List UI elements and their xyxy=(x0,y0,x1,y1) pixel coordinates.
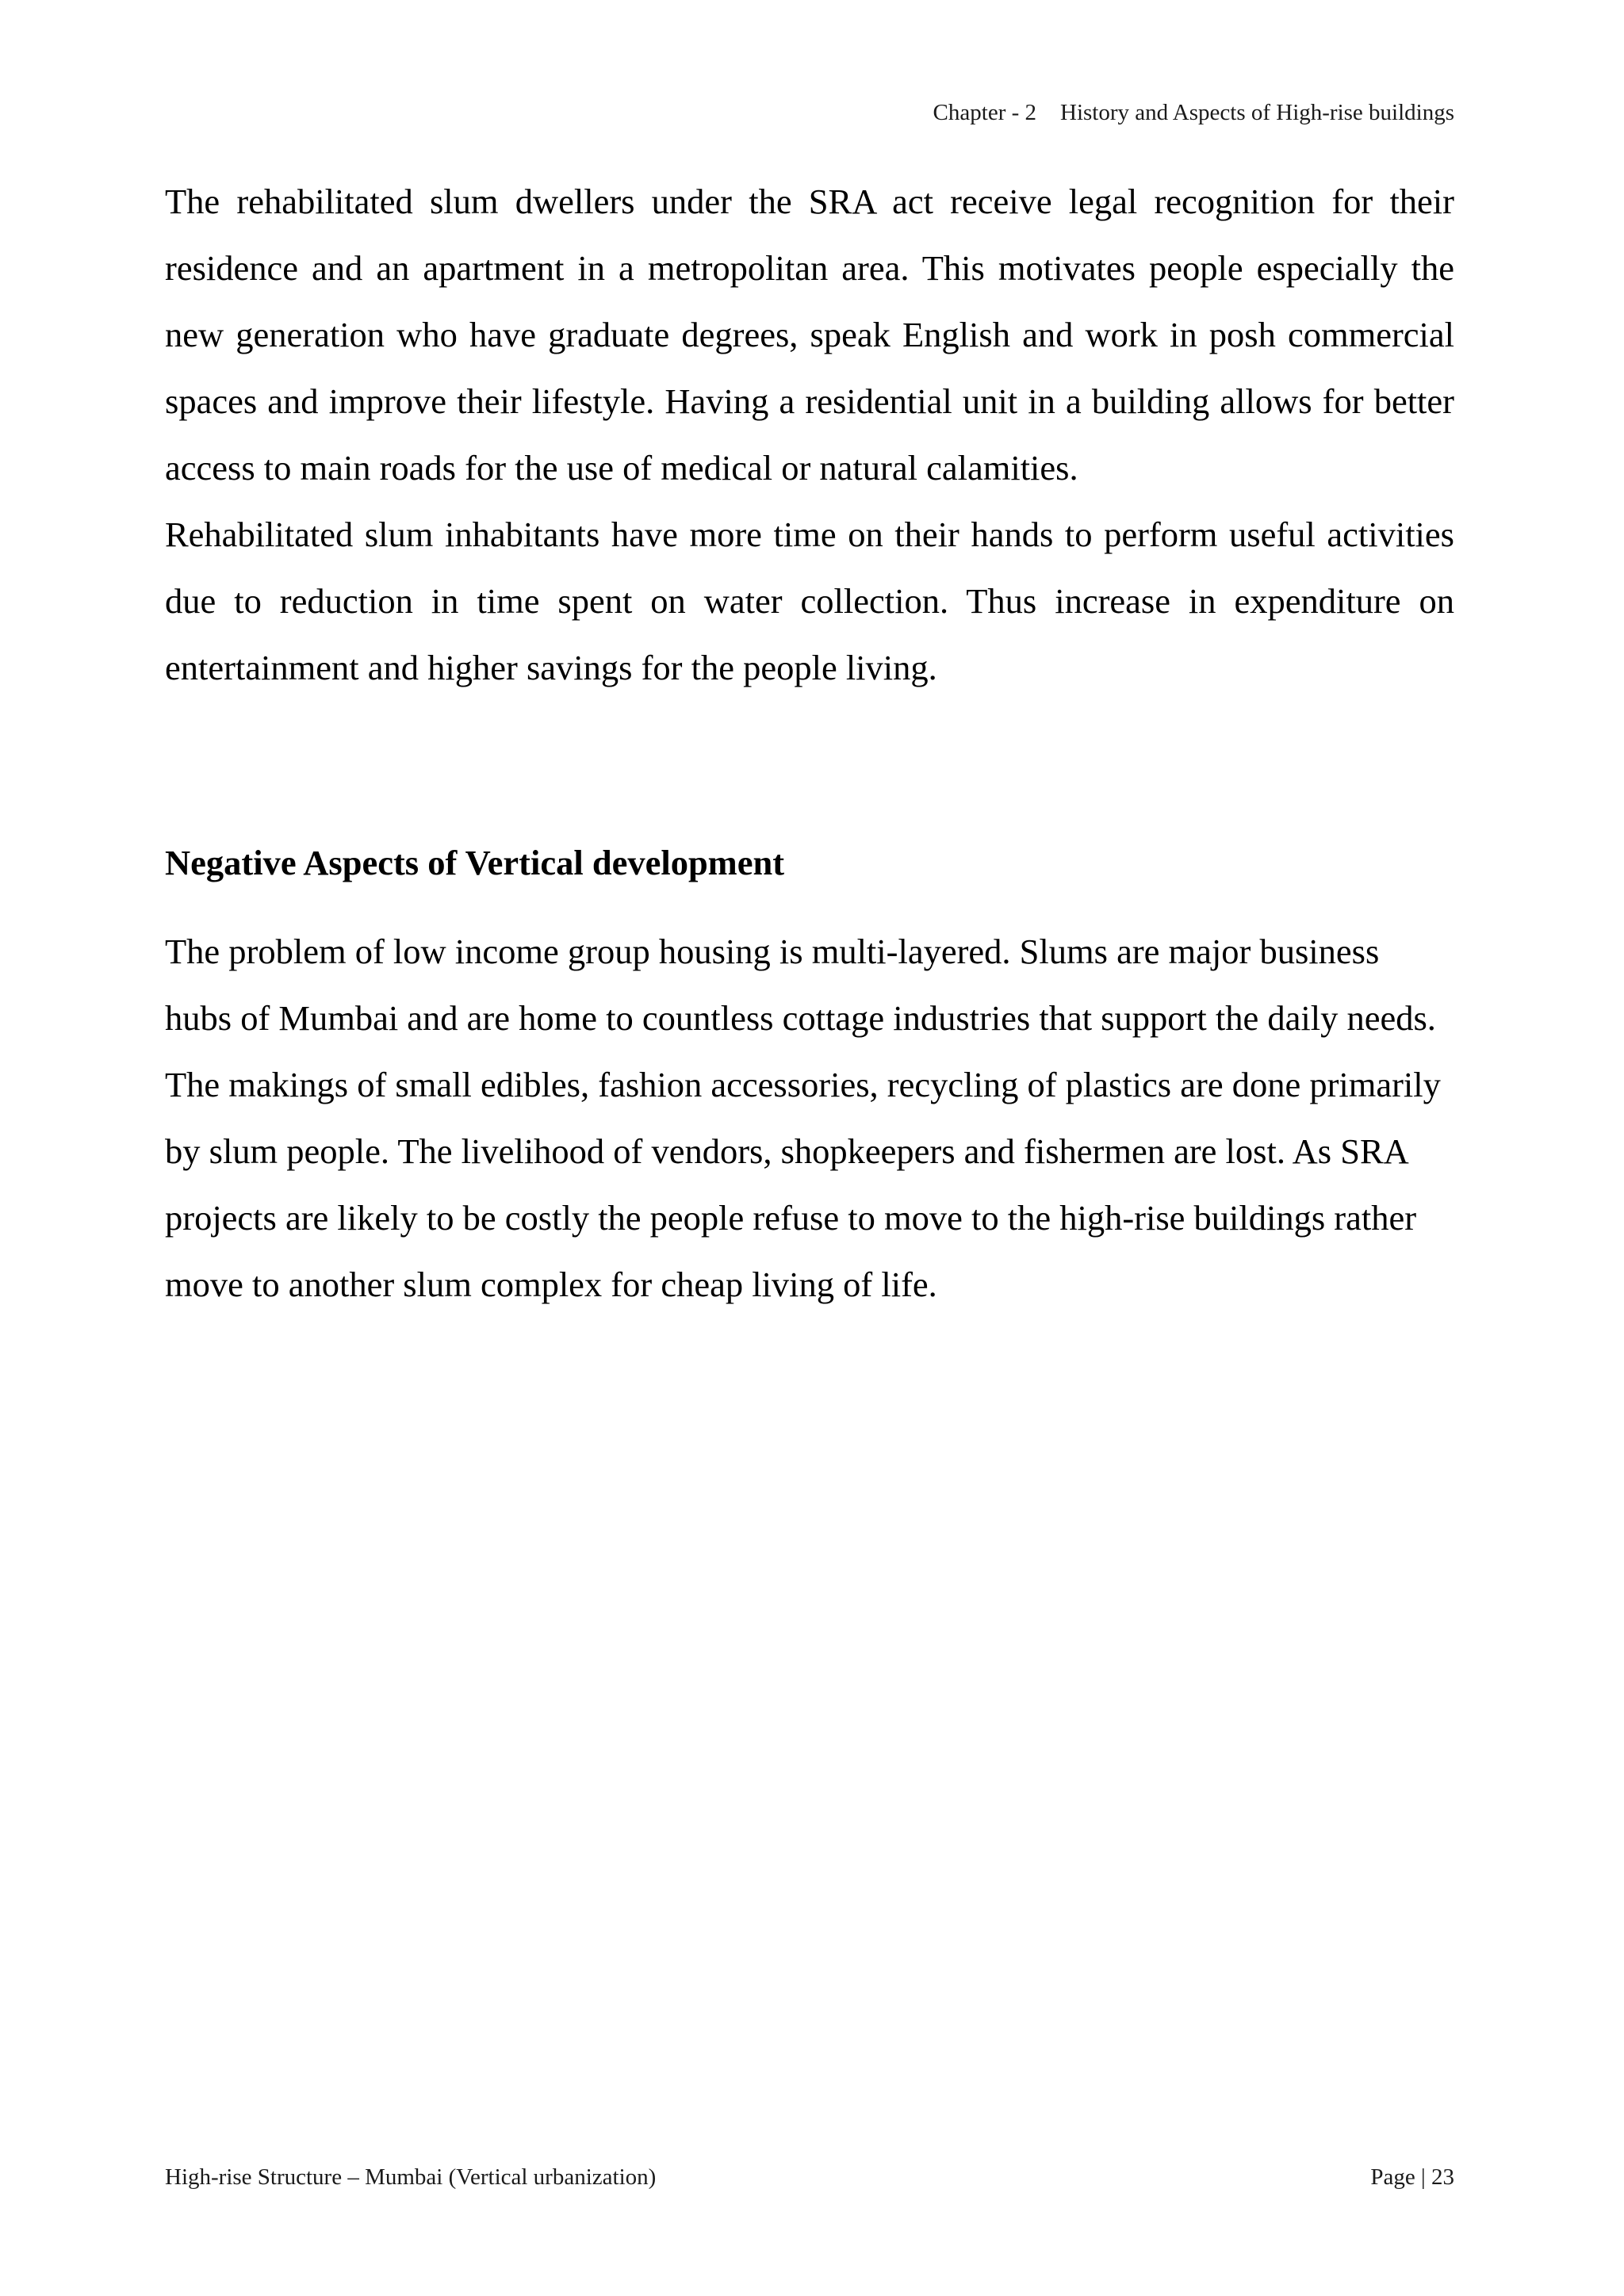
body-text-bottom xyxy=(165,918,1454,1318)
chapter-title: History and Aspects of High-rise buildings xyxy=(1060,100,1454,125)
body-text-top xyxy=(165,168,1454,701)
section-heading: Negative Aspects of Vertical development xyxy=(165,843,785,882)
chapter-number: Chapter - 2 xyxy=(933,100,1037,125)
paragraph-time-savings: Rehabilitated slum inhabitants have more time on their hands to perform useful activities due to reduction in time spent on water collection. Thus increase in expenditure on entertainment and higher savings for the people living. xyxy=(165,515,1454,687)
paragraph-negative-aspects: The problem of low income group housing is multi-layered. Slums are major business hubs of Mumbai and are home to countless cottage industries that support the daily needs. The makings of small edibles, fashion accessories, recycling of plastics are done primarily by slum people. The livelihood of vendors, shopkeepers and fishermen are lost. As SRA projects are likely to be costly the people refuse to move to the high-rise buildings rather move to another slum complex for cheap living of life. xyxy=(165,932,1441,1304)
page-number: Page | 23 xyxy=(1370,2164,1454,2190)
running-header xyxy=(933,97,1454,128)
footer-document-title: High-rise Structure – Mumbai (Vertical urbanization) xyxy=(165,2164,657,2190)
paragraph-sra-benefits: The rehabilitated slum dwellers under the SRA act receive legal recognition for their residence and an apartment in a metropolitan area. This motivates people especially the new generation who have graduate degrees, speak English and work in posh commercial spaces and improve their lifestyle. Having a residential unit in a building allows for better access to main roads for the use of medical or natural calamities. xyxy=(165,182,1454,488)
